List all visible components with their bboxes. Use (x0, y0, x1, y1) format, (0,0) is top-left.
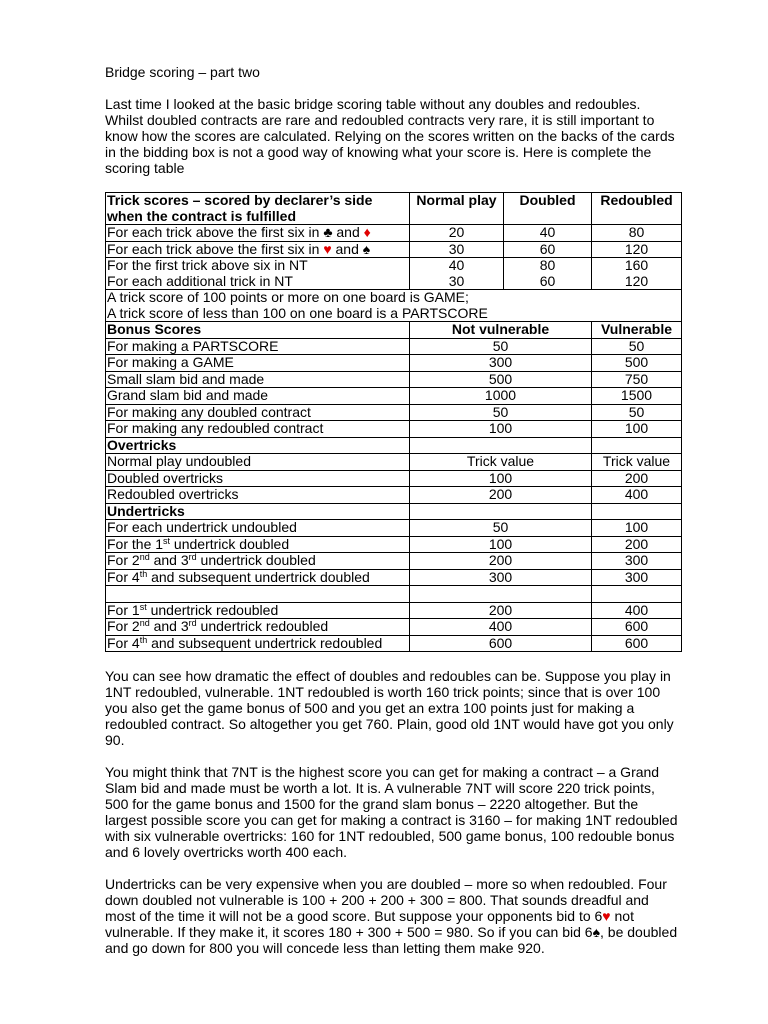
nt-doubled: 80 60 (504, 258, 592, 290)
row-nt-label: For the first trick above six in NT For each additional trick in NT (106, 258, 410, 290)
minor-doubled: 40 (504, 225, 592, 242)
major-redoubled: 120 (592, 241, 682, 258)
major-normal: 30 (410, 241, 504, 258)
overtricks-header: Overtricks (106, 437, 410, 454)
table-row: Normal play undoubled Trick value Trick value (106, 454, 682, 471)
table-row: For making any redoubled contract 100 100 (106, 421, 682, 438)
bonus-scores-header: Bonus Scores (106, 322, 410, 339)
diamond-icon: ♦ (363, 224, 371, 240)
table-row: For 4th and subsequent undertrick doubled 300 300 (106, 569, 682, 586)
table-row: For 2nd and 3rd undertrick doubled 200 300 (106, 553, 682, 570)
table-row: Small slam bid and made 500 750 (106, 371, 682, 388)
table-row: For 1st undertrick redoubled 200 400 (106, 602, 682, 619)
minor-redoubled: 80 (592, 225, 682, 242)
table-row: Redoubled overtricks 200 400 (106, 487, 682, 504)
row-minor-suits-label: For each trick above the first six in ♣ and ♦ (106, 225, 410, 242)
scoring-table (105, 192, 682, 652)
table-row: For 4th and subsequent undertrick redoubled 600 600 (106, 635, 682, 652)
intro-paragraph: Last time I looked at the basic bridge scoring table without any doubles and redoubles. Whilst doubled contracts are rare and redoubled contracts very rare, it is still important to know how the scores are calculated. Relying on the scores written on the backs of the cards in the bidding box is not a good way of knowing what your score is. Here is complete the scoring table (105, 96, 675, 176)
minor-normal: 20 (410, 225, 504, 242)
table-spacer-row (106, 586, 682, 603)
paragraph-undertricks: Undertricks can be very expensive when you are doubled – more so when redoubled. Four down doubled not vulnerable is 100 + 200 + 200 + 300 = 800. That sounds dreadful and most of the time it will not be a good score. But suppose your opponents bid to 6♥ not vulnerable. If they make it, it scores 180 + 300 + 500 = 980. So if you can bid 6♠, be doubled and go down for 800 you will concede less than letting them make 920. (105, 876, 678, 956)
nt-normal: 40 30 (410, 258, 504, 290)
table-row: For making a GAME 300 500 (106, 355, 682, 372)
nt-redoubled: 160 120 (592, 258, 682, 290)
col-normal-play: Normal play (410, 193, 504, 225)
heart-icon: ♥ (323, 240, 332, 257)
document-page (105, 64, 681, 956)
spade-icon: ♠ (592, 924, 601, 940)
trick-scores-header: Trick scores – scored by declarer’s side when the contract is fulfilled (106, 193, 410, 225)
undertricks-header: Undertricks (106, 503, 410, 520)
table-row: For each undertrick undoubled 50 100 (106, 520, 682, 537)
game-note: A trick score of 100 points or more on one board is GAME; A trick score of less than 100 on one board is a PARTSCORE (106, 290, 682, 322)
table-row: For the 1st undertrick doubled 100 200 (106, 536, 682, 553)
club-icon: ♣ (323, 224, 333, 240)
paragraph-grand-slam: You might think that 7NT is the highest score you can get for making a contract – a Grand Slam bid and made must be worth a lot. It is. A vulnerable 7NT will score 220 trick points, 500 for the game bonus and 1500 for the grand slam bonus – 2220 altogether. But the largest possible score you can get for making a contract is 3160 – for making 1NT redoubled with six vulnerable overtricks: 160 for 1NT redoubled, 500 game bonus, 100 redouble bonus and 6 lovely overtricks worth 400 each. (105, 764, 678, 860)
document-title: Bridge scoring – part two (105, 64, 260, 80)
col-not-vulnerable: Not vulnerable (410, 322, 592, 339)
col-doubled: Doubled (504, 193, 592, 225)
paragraph-redoubled-example: You can see how dramatic the effect of doubles and redoubles can be. Suppose you play in 1NT redoubled, vulnerable. 1NT redoubled is worth 160 trick points; since that is over 100 you also get the game bonus of 500 and you get an extra 100 points just for making a redoubled contract. So altogether you get 760. Plain, good old 1NT would have got you only 90. (105, 668, 674, 748)
major-doubled: 60 (504, 241, 592, 258)
table-row: For making a PARTSCORE 50 50 (106, 338, 682, 355)
table-row: For 2nd and 3rd undertrick redoubled 400 600 (106, 619, 682, 636)
row-major-suits-label: For each trick above the first six in ♥ and ♠ (106, 241, 410, 258)
col-vulnerable: Vulnerable (592, 322, 682, 339)
table-row: Doubled overtricks 100 200 (106, 470, 682, 487)
table-row: Grand slam bid and made 1000 1500 (106, 388, 682, 405)
spade-icon: ♠ (362, 240, 371, 257)
col-redoubled: Redoubled (592, 193, 682, 225)
table-row: For making any doubled contract 50 50 (106, 404, 682, 421)
heart-icon: ♥ (602, 908, 611, 924)
